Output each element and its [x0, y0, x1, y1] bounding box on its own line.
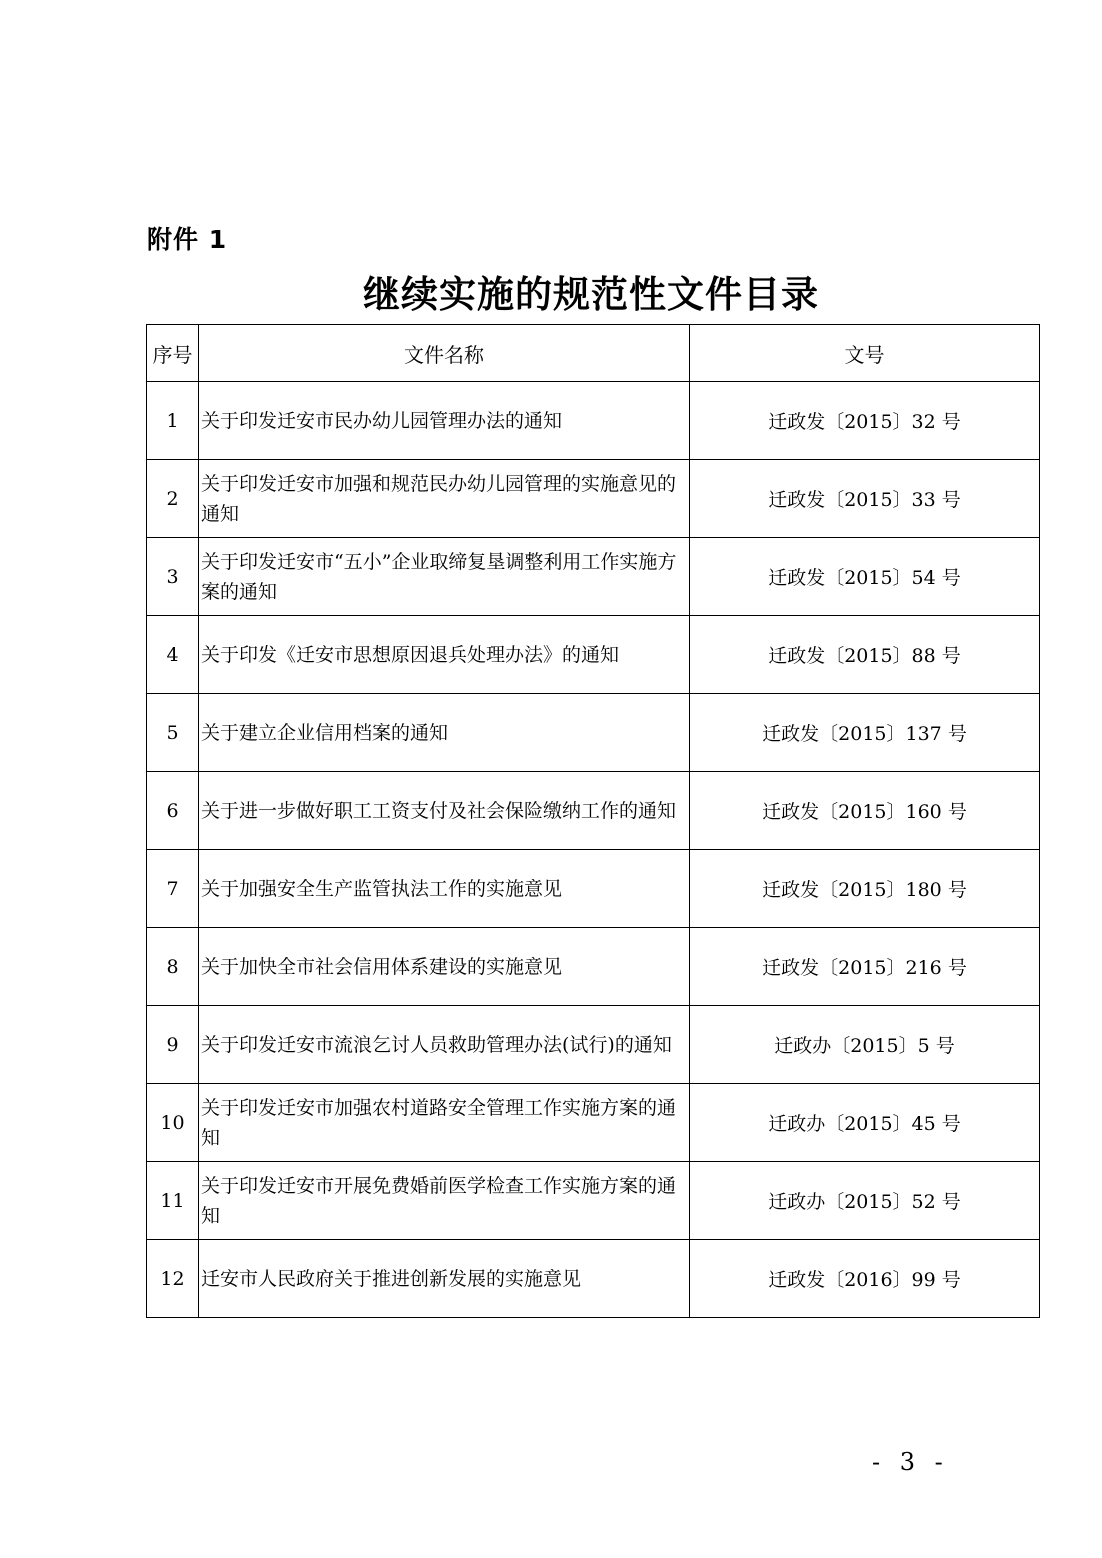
row-number: 5: [147, 694, 199, 772]
document-number: 迁政发〔2015〕137 号: [690, 694, 1040, 772]
row-number: 8: [147, 928, 199, 1006]
row-number: 10: [147, 1084, 199, 1162]
table-row: [147, 694, 1040, 772]
table-row: [147, 460, 1040, 538]
column-header-name: 文件名称: [199, 325, 690, 382]
document-name: 迁安市人民政府关于推进创新发展的实施意见: [199, 1240, 690, 1318]
document-number: 迁政发〔2015〕33 号: [690, 460, 1040, 538]
table-row: [147, 1084, 1040, 1162]
document-name: 关于印发迁安市流浪乞讨人员救助管理办法(试行)的通知: [199, 1006, 690, 1084]
column-header-no: 序号: [147, 325, 199, 382]
table-row: [147, 1162, 1040, 1240]
row-number: 11: [147, 1162, 199, 1240]
table-row: [147, 772, 1040, 850]
document-number: 迁政发〔2016〕99 号: [690, 1240, 1040, 1318]
document-name: 关于加强安全生产监管执法工作的实施意见: [199, 850, 690, 928]
row-number: 12: [147, 1240, 199, 1318]
document-number: 迁政发〔2015〕180 号: [690, 850, 1040, 928]
document-number: 迁政发〔2015〕160 号: [690, 772, 1040, 850]
document-name: 关于印发迁安市“五小”企业取缔复垦调整利用工作实施方案的通知: [199, 538, 690, 616]
document-name: 关于加快全市社会信用体系建设的实施意见: [199, 928, 690, 1006]
attachment-label: 附件 1: [147, 225, 228, 254]
document-name: 关于印发《迁安市思想原因退兵处理办法》的通知: [199, 616, 690, 694]
document-name: 关于印发迁安市加强农村道路安全管理工作实施方案的通知: [199, 1084, 690, 1162]
row-number: 1: [147, 382, 199, 460]
column-header-doc: 文号: [690, 325, 1040, 382]
row-number: 7: [147, 850, 199, 928]
row-number: 6: [147, 772, 199, 850]
document-catalog-table: [146, 324, 1040, 1318]
document-number: 迁政发〔2015〕216 号: [690, 928, 1040, 1006]
document-name: 关于印发迁安市加强和规范民办幼儿园管理的实施意见的通知: [199, 460, 690, 538]
row-number: 4: [147, 616, 199, 694]
row-number: 3: [147, 538, 199, 616]
document-number: 迁政发〔2015〕32 号: [690, 382, 1040, 460]
table-row: [147, 1240, 1040, 1318]
document-number: 迁政办〔2015〕45 号: [690, 1084, 1040, 1162]
document-number: 迁政办〔2015〕5 号: [690, 1006, 1040, 1084]
document-number: 迁政发〔2015〕88 号: [690, 616, 1040, 694]
row-number: 9: [147, 1006, 199, 1084]
page-title: 继续实施的规范性文件目录: [363, 272, 819, 316]
table-row: [147, 928, 1040, 1006]
table-header-row: [147, 325, 1040, 382]
document-name: 关于印发迁安市开展免费婚前医学检查工作实施方案的通知: [199, 1162, 690, 1240]
row-number: 2: [147, 460, 199, 538]
document-name: 关于进一步做好职工工资支付及社会保险缴纳工作的通知: [199, 772, 690, 850]
table-row: [147, 382, 1040, 460]
page-number: - 3 -: [872, 1448, 949, 1476]
document-number: 迁政办〔2015〕52 号: [690, 1162, 1040, 1240]
table-row: [147, 850, 1040, 928]
table-row: [147, 616, 1040, 694]
table-row: [147, 538, 1040, 616]
document-number: 迁政发〔2015〕54 号: [690, 538, 1040, 616]
document-name: 关于印发迁安市民办幼儿园管理办法的通知: [199, 382, 690, 460]
document-name: 关于建立企业信用档案的通知: [199, 694, 690, 772]
table-row: [147, 1006, 1040, 1084]
